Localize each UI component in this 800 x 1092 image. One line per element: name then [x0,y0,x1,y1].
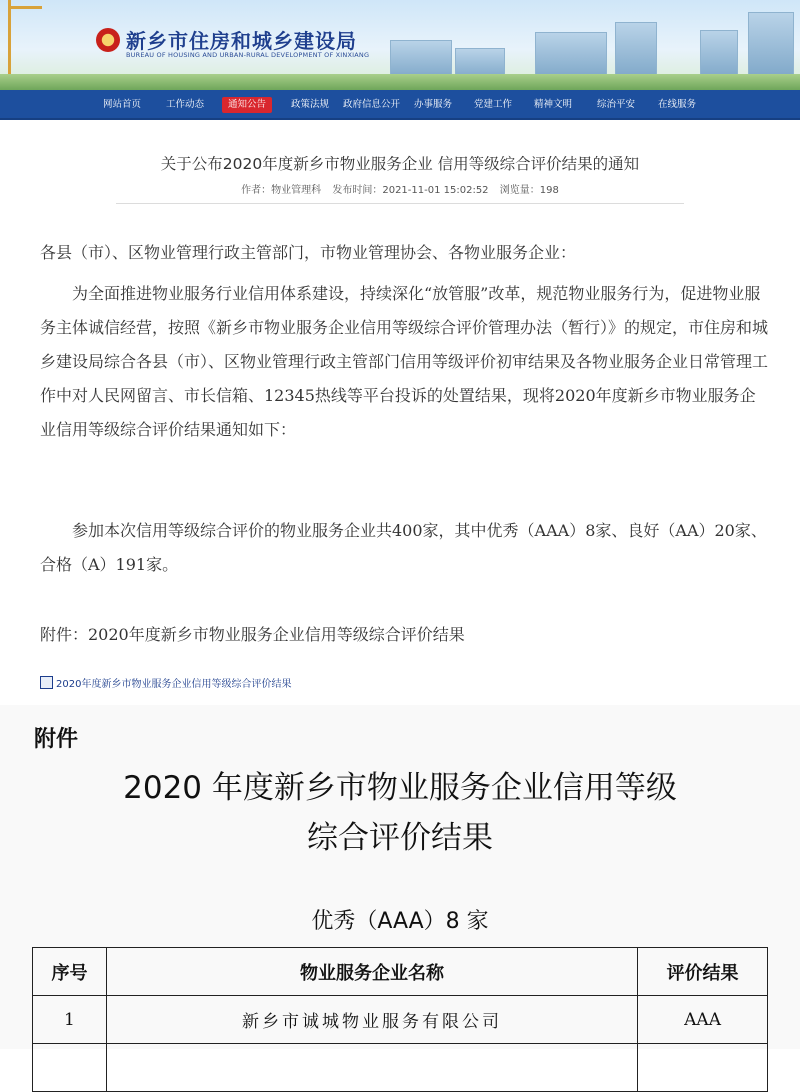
article-published: 发布时间：2021-11-01 15:02:52 [332,185,489,196]
building-graphic [748,12,794,80]
article-views: 浏览量：198 [499,185,559,196]
article-author: 作者：物业管理科 [241,185,322,196]
header-cell: 物业服务企业名称 [106,948,637,996]
attachment-line: 附件：2020年度新乡市物业服务企业信用等级综合评价结果 [40,625,465,644]
nav-item-policies[interactable]: 政策法规 [291,99,330,110]
attachment-title-line1: 2020 年度新乡市物业服务企业信用等级 [123,770,677,806]
table-cell [106,1044,637,1092]
header-banner [0,0,800,90]
national-emblem-icon [96,28,120,52]
nav-item-party-work[interactable]: 党建工作 [474,99,513,110]
paragraph-1: 为全面推进物业服务行业信用体系建设，持续深化“放管服”改革，规范物业服务行为，促进物业服务主体诚信经营，按照《新乡市物业服务企业信用等级综合评价管理办法（暂行）》的规定，市住房和城乡建设局综合各县（市）、区物业管理行政主管部门信用等级评价初审结果及各物业服务企业日常管理工作中对人民网留言、市长信箱、12345热线等平台投诉的处置结果，现将2020年度新乡市物业服务企业信用等级综合评价结果通知如下： [40,284,769,439]
paragraph-2: 参加本次信用等级综合评价的物业服务企业共400家，其中优秀（AAA）8家、良好（AA）20家、合格（A）191家。 [40,521,767,574]
nav-item-public-safety[interactable]: 综治平安 [597,99,636,110]
table-cell: 1 [33,996,107,1044]
nav-item-work-news[interactable]: 工作动态 [166,99,205,110]
ground-graphic [0,74,800,90]
site-subtitle: BUREAU OF HOUSING AND URBAN-RURAL DEVELOPMENT OF XINXIANG [126,51,370,59]
table-cell: 新乡市诚城物业服务有限公司 [106,996,637,1044]
nav-item-civilization[interactable]: 精神文明 [534,99,573,110]
site-title[interactable]: 新乡市住房和城乡建设局 [126,29,357,53]
attachment-label: 附件 [34,727,79,752]
header-cell: 序号 [33,948,107,996]
table-row [33,1044,768,1092]
nav-item-online-service[interactable]: 在线服务 [658,99,697,110]
section-title: 优秀（AAA）8 家 [311,909,489,934]
table-row [33,996,768,1044]
nav-item-gov-info[interactable]: 政府信息公开 [343,99,401,110]
attachment-title-line2: 综合评价结果 [307,820,493,856]
nav-item-services[interactable]: 办事服务 [414,99,453,110]
results-table [32,947,768,1092]
main-nav [0,90,800,120]
building-graphic [615,22,657,80]
building-graphic [700,30,738,80]
nav-item-notices[interactable]: 通知公告 [222,97,272,113]
attachment-link[interactable] [40,675,291,690]
article-title: 关于公布2020年度新乡市物业服务企业 信用等级综合评价结果的通知 [160,155,640,173]
building-graphic [535,32,607,80]
table-cell: AAA [638,996,768,1044]
table-header-row [33,948,768,996]
nav-item-home[interactable]: 网站首页 [103,99,142,110]
header-cell: 评价结果 [638,948,768,996]
table-cell [33,1044,107,1092]
document-icon [40,676,53,689]
attachment-link-text[interactable]: 2020年度新乡市物业服务企业信用等级综合评价结果 [56,679,292,690]
table-cell [638,1044,768,1092]
salutation: 各县（市）、区物业管理行政主管部门，市物业管理协会、各物业服务企业： [40,243,577,262]
article-meta [0,181,800,196]
title-divider [116,203,684,204]
